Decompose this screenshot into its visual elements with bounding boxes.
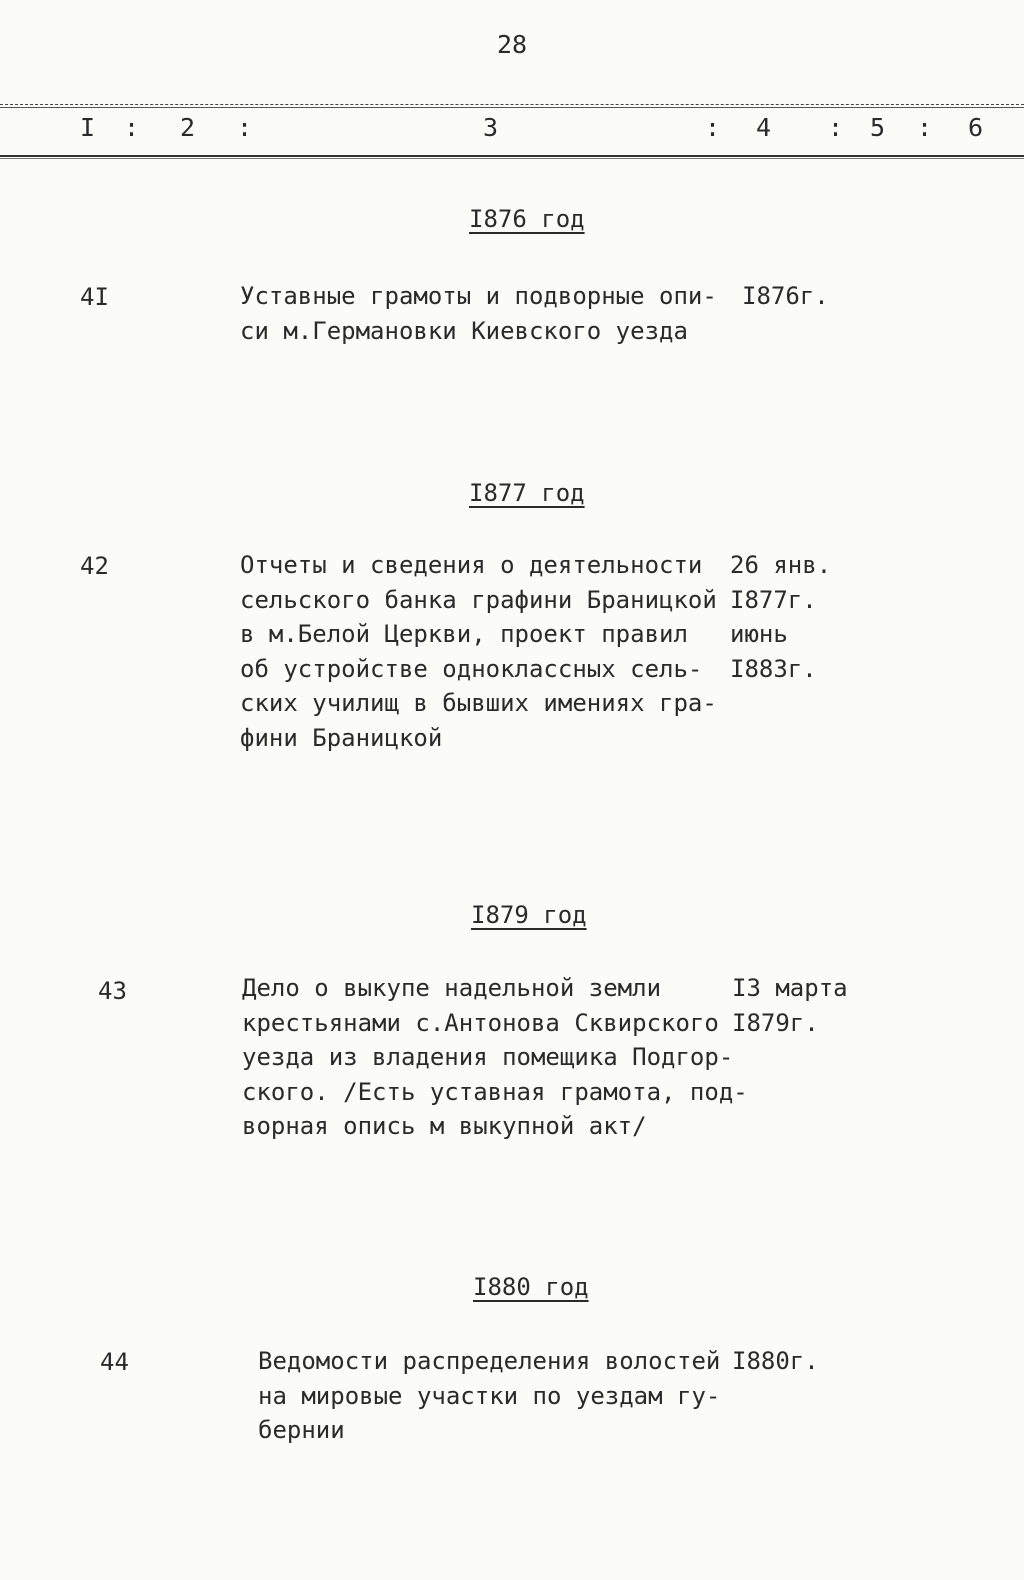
case-title-line: Отчеты и сведения о деятельности <box>240 551 703 579</box>
case-title-line: Уставные грамоты и подворные опи- <box>240 282 717 310</box>
year-heading: I876 год <box>469 205 585 233</box>
year-heading: I879 год <box>471 901 587 929</box>
case-title-line: Ведомости распределения волостей <box>258 1347 721 1375</box>
header-rule-top <box>0 104 1024 105</box>
case-title-line: ворная опись м выкупной акт/ <box>242 1112 647 1140</box>
column-header-6: 6 <box>968 113 984 142</box>
case-title-line: об устройстве одноклассных сель- <box>240 654 703 683</box>
case-date <box>742 279 829 314</box>
column-separator: : <box>124 113 140 142</box>
case-title-line: бернии <box>258 1416 345 1444</box>
column-separator: : <box>828 113 844 142</box>
case-date-line: 26 янв. <box>730 551 832 579</box>
case-date <box>732 971 848 1040</box>
header-rule-bottom <box>0 155 1024 157</box>
case-title-line: Дело о выкупе надельной земли <box>242 974 662 1002</box>
case-date-line: I883г. <box>730 654 817 683</box>
case-number: 44 <box>100 1348 129 1376</box>
page-number: 28 <box>496 30 528 59</box>
case-date-line: I880г. <box>732 1347 819 1375</box>
year-heading: I880 год <box>473 1273 589 1301</box>
case-title-line: крестьянами с.Антонова Сквирского <box>242 1008 719 1037</box>
column-separator: : <box>705 113 721 142</box>
case-title-line: сельского банка графини Браницкой <box>240 585 717 614</box>
case-number: 4I <box>80 283 109 311</box>
case-title-line: в м.Белой Церкви, проект правил <box>240 620 688 648</box>
column-separator: : <box>237 113 253 142</box>
case-title <box>258 1344 720 1448</box>
column-header-4: 4 <box>756 113 772 142</box>
case-title-line: фини Браницкой <box>240 723 443 752</box>
header-rule-top-inner <box>0 107 1024 108</box>
case-title <box>240 279 717 348</box>
column-header-2: 2 <box>180 113 196 142</box>
column-separator: : <box>917 113 933 142</box>
header-rule-bottom-inner <box>0 158 1024 159</box>
case-title <box>242 971 748 1144</box>
case-date-line: июнь <box>730 620 788 648</box>
column-header-3: 3 <box>483 113 499 142</box>
column-header-5: 5 <box>870 113 886 142</box>
case-date-line: I3 марта <box>732 974 848 1002</box>
case-title-line: си м.Германовки Киевского уезда <box>240 316 688 345</box>
case-date <box>732 1344 819 1379</box>
case-title-line: ских училищ в бывших имениях гра- <box>240 689 717 717</box>
case-title-line: на мировые участки по уездам гу- <box>258 1381 721 1410</box>
case-date-line: I877г. <box>730 585 817 614</box>
case-number: 43 <box>98 977 127 1005</box>
case-title <box>240 548 717 755</box>
case-title-line: уезда из владения помещика Подгор- <box>242 1043 734 1071</box>
column-header-1: I <box>80 113 96 142</box>
case-title-line: ского. /Есть уставная грамота, под- <box>242 1077 748 1106</box>
case-date-line: I879г. <box>732 1008 819 1037</box>
case-date <box>730 548 831 686</box>
year-heading: I877 год <box>469 479 585 507</box>
case-date-line: I876г. <box>742 282 829 310</box>
case-number: 42 <box>80 552 109 580</box>
